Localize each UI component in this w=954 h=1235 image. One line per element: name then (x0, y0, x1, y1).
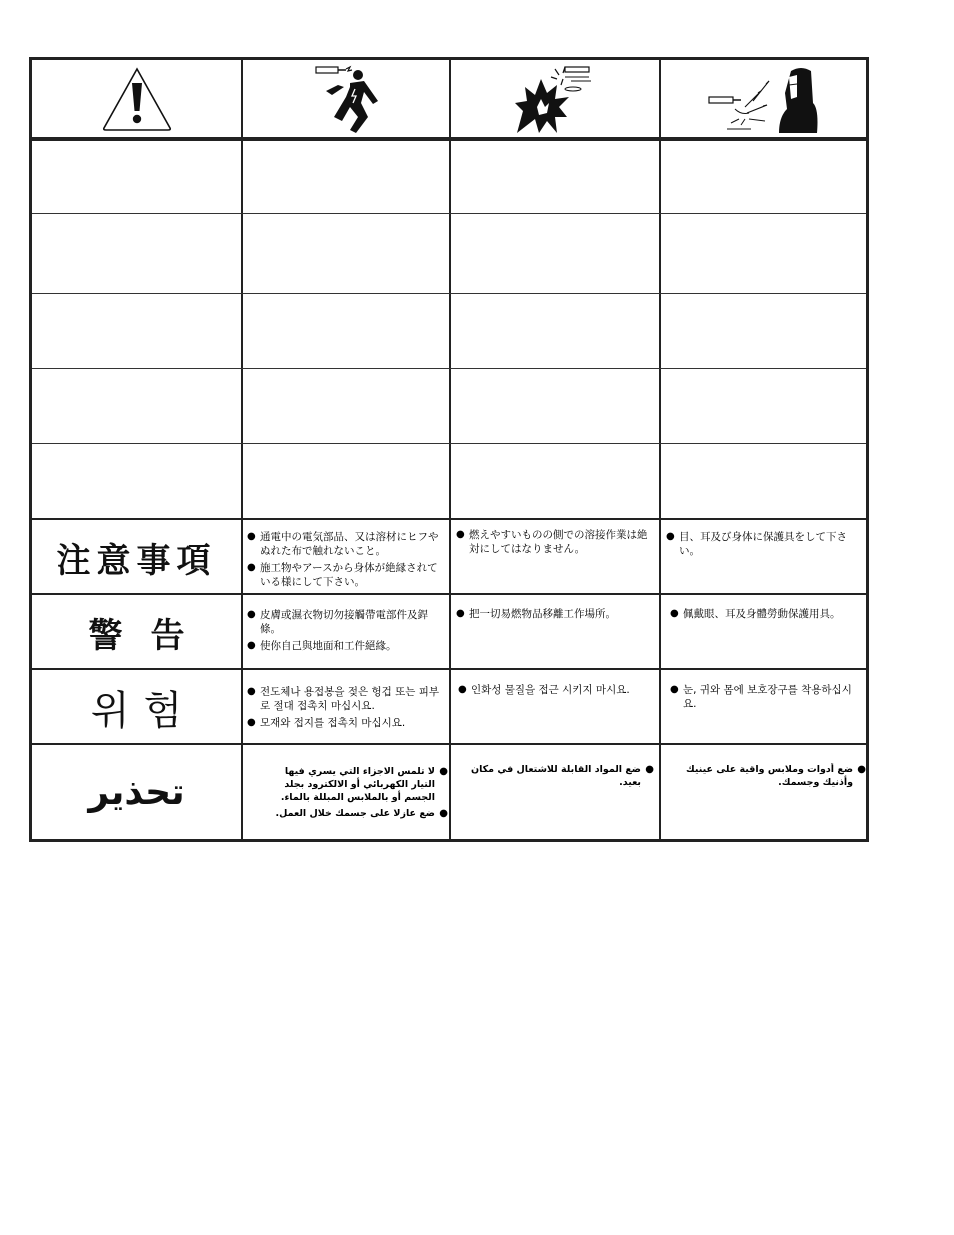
list-item: ● 눈, 귀와 몸에 보호장구를 착용하십시요. (670, 683, 860, 711)
list-item: ● 目、耳及び身体に保護具をして下さい。 (666, 530, 862, 558)
list-item: ● 皮膚或濕衣物切勿接觸帶電部件及銲條。 (247, 608, 443, 636)
list-item: ● 佩戴眼、耳及身體勞動保護用具。 (670, 607, 866, 621)
japanese-warning-label: 注意事項 (56, 540, 217, 581)
arabic-rays-text (666, 763, 866, 823)
japanese-fire-text (456, 528, 654, 588)
list-item: ● لا تلمس الاجزاء التي يسري فيها التيار الكهربائي أو الالكترود بجلد الجسم أو بالملابس المبللة بالماء. (272, 765, 448, 804)
list-item: ● 燃えやすいものの側での溶接作業は絶対にしてはなりません。 (456, 528, 654, 556)
korean-fire-text (458, 683, 656, 739)
chinese-rays-text (670, 607, 866, 665)
column-divider (449, 60, 451, 839)
chinese-warning-label: 警告 (88, 615, 213, 656)
korean-shock-text (247, 685, 443, 741)
korean-warning-label: 위험 (90, 687, 197, 734)
warning-triangle-icon (101, 66, 173, 132)
list-item: ● 把一切易燃物品移離工作場所。 (456, 607, 654, 621)
safety-warning-table (29, 57, 869, 842)
chinese-shock-text (247, 608, 443, 666)
column-divider (241, 60, 243, 839)
fire-explosion-cell (451, 60, 659, 137)
list-item: ● ضع أدوات وملابس واقية على عينيك وأذنيك وجسمك. (666, 763, 866, 789)
warning-cell (32, 60, 241, 137)
row-divider (32, 518, 866, 520)
header-divider (32, 137, 866, 141)
list-item: ● 施工物やアースから身体が絶縁されている様にして下さい。 (247, 561, 443, 589)
welding-arc-rays-cell (661, 60, 869, 137)
list-item: ● 通電中の電気部品、又は溶材にヒフやぬれた布で触れないこと。 (247, 530, 443, 558)
fire-explosion-icon (513, 63, 597, 135)
list-item: ● ضع المواد القابلة للاشتعال في مكان بعيد. (456, 763, 654, 789)
row-divider (32, 368, 866, 369)
korean-rays-text (670, 683, 860, 739)
row-divider (32, 443, 866, 444)
japanese-rays-text (666, 530, 862, 590)
row-divider (32, 743, 866, 745)
row-divider (32, 668, 866, 670)
arabic-warning-label: تحذير (88, 771, 185, 813)
row-divider (32, 593, 866, 595)
japanese-shock-text (247, 530, 443, 590)
chinese-fire-text (456, 607, 654, 665)
list-item: ● 使你自己與地面和工件絕緣。 (247, 639, 443, 653)
arabic-shock-text (272, 765, 448, 835)
row-divider (32, 293, 866, 294)
list-item: ● 인화성 물질을 접근 시키지 마시요. (458, 683, 656, 697)
list-item: ● ضع عازلا على جسمك خلال العمل. (272, 807, 448, 820)
welding-arc-rays-icon (705, 63, 825, 135)
arabic-fire-text (456, 763, 654, 823)
electric-shock-icon (306, 63, 386, 135)
row-divider (32, 213, 866, 214)
list-item: ● 모재와 접지를 접촉치 마십시요. (247, 716, 443, 730)
list-item: ● 전도체나 용접봉을 젖은 헝겁 또는 피부로 절대 접촉치 마십시요. (247, 685, 443, 713)
column-divider (659, 60, 661, 839)
electric-shock-cell (243, 60, 449, 137)
